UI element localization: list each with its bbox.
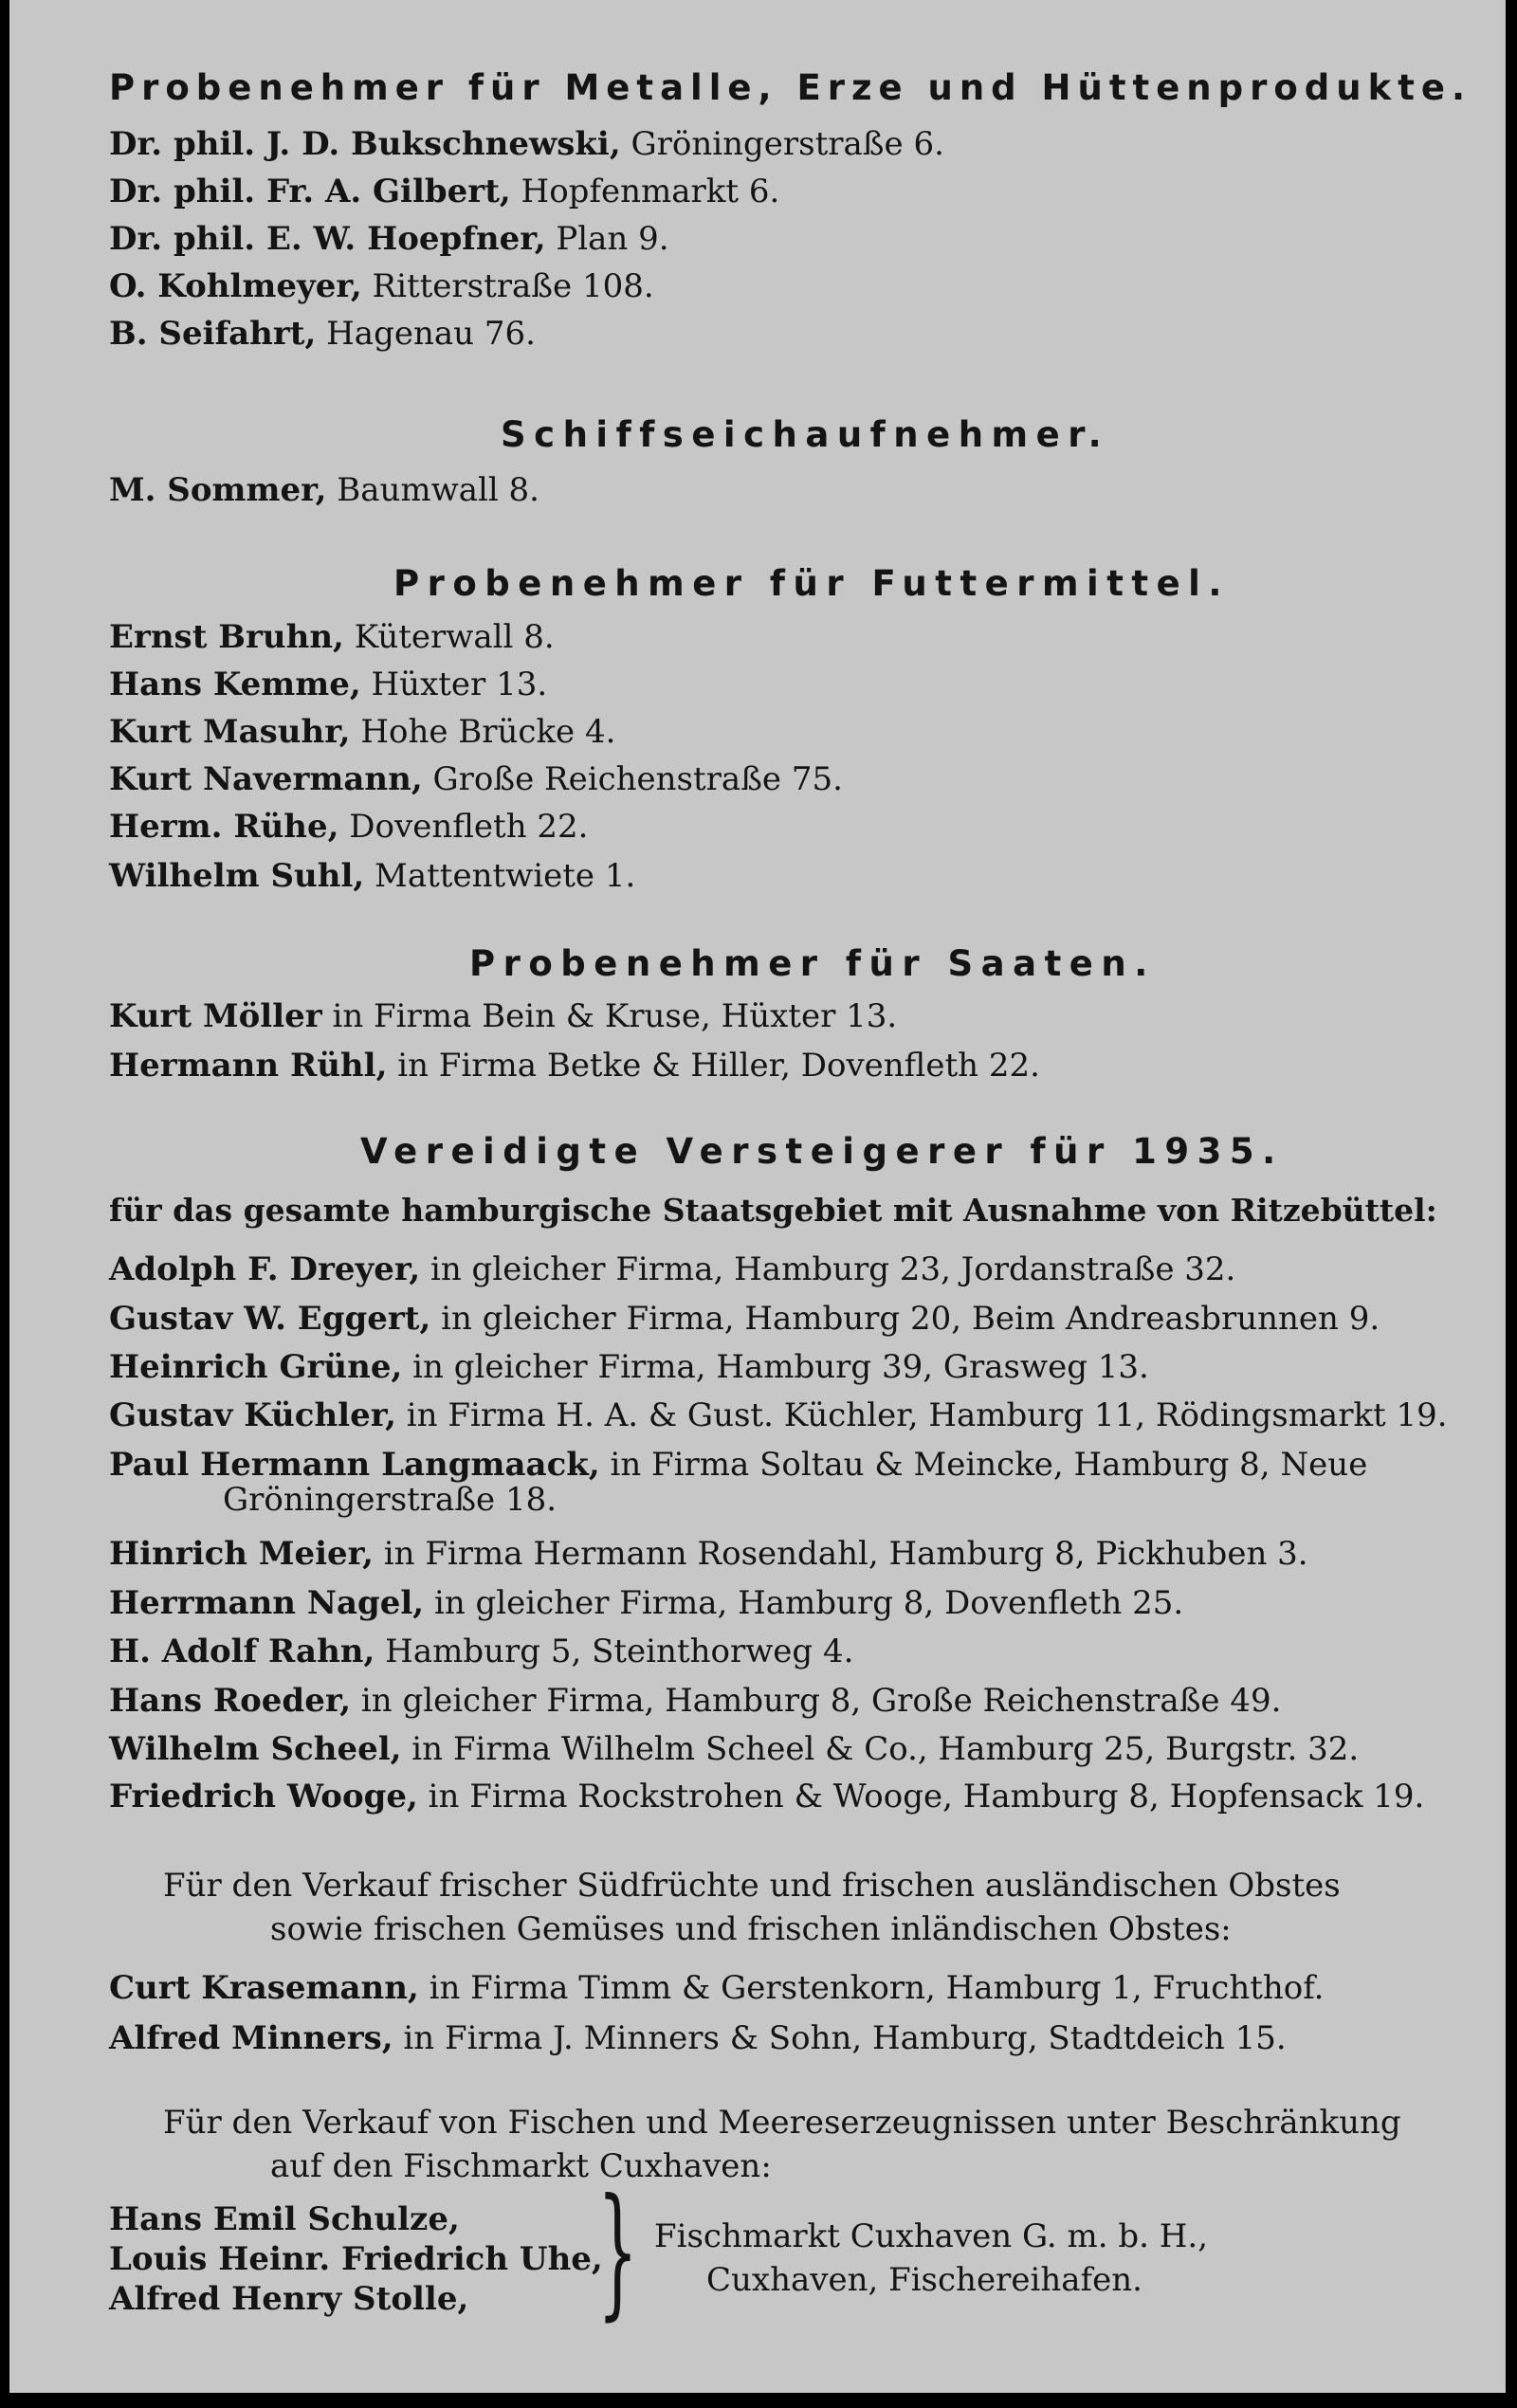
list-item: Dr. phil. Fr. A. Gilbert, Hopfenmarkt 6. — [109, 173, 780, 210]
fish-name-1: Hans Emil Schulze, — [109, 2200, 460, 2238]
list-item: O. Kohlmeyer, Ritterstraße 108. — [109, 267, 654, 305]
section-heading-saaten: Probenehmer für Saaten. — [469, 943, 1156, 984]
list-item: Hinrich Meier, in Firma Hermann Rosendahl, Hamburg 8, Pickhuben 3. — [109, 1535, 1308, 1573]
list-item-continuation: Gröningerstraße 18. — [223, 1481, 557, 1519]
fish-firm-line-1: Fischmarkt Cuxhaven G. m. b. H., — [654, 2217, 1209, 2255]
list-item: Hans Kemme, Hüxter 13. — [109, 666, 548, 703]
list-item: Paul Hermann Langmaack, in Firma Soltau & Meincke, Hamburg 8, Neue — [109, 1446, 1368, 1484]
list-item: Gustav W. Eggert, in gleicher Firma, Hamburg 20, Beim Andreasbrunnen 9. — [109, 1300, 1380, 1338]
list-item: Hermann Rühl, in Firma Betke & Hiller, Dovenfleth 22. — [109, 1047, 1040, 1085]
list-item: Heinrich Grüne, in gleicher Firma, Hamburg 39, Grasweg 13. — [109, 1348, 1149, 1386]
fruit-intro-line-2: sowie frischen Gemüses und frischen inländischen Obstes: — [270, 1910, 1232, 1948]
list-item: Kurt Navermann, Große Reichenstraße 75. — [109, 760, 843, 798]
list-item: Hans Roeder, in gleicher Firma, Hamburg 8, Große Reichenstraße 49. — [109, 1682, 1282, 1720]
list-item: Alfred Minners, in Firma J. Minners & Sohn, Hamburg, Stadtdeich 15. — [109, 2019, 1287, 2057]
document-content — [9, 0, 1506, 2393]
list-item: Dr. phil. J. D. Bukschnewski, Gröningerstraße 6. — [109, 125, 944, 163]
fish-name-2: Louis Heinr. Friedrich Uhe, — [109, 2240, 603, 2278]
list-item: Curt Krasemann, in Firma Timm & Gerstenkorn, Hamburg 1, Fruchthof. — [109, 1969, 1325, 2007]
fish-name-3: Alfred Henry Stolle, — [109, 2280, 469, 2318]
list-item: B. Seifahrt, Hagenau 76. — [109, 315, 536, 353]
section-heading-versteigerer: Vereidigte Versteigerer für 1935. — [360, 1131, 1284, 1172]
list-item: Friedrich Wooge, in Firma Rockstrohen & Wooge, Hamburg 8, Hopfensack 19. — [109, 1778, 1425, 1815]
list-item: Gustav Küchler, in Firma H. A. & Gust. Küchler, Hamburg 11, Rödingsmarkt 19. — [109, 1396, 1448, 1434]
fruit-intro-line-1: Für den Verkauf frischer Südfrüchte und frischen ausländischen Obstes — [163, 1867, 1341, 1905]
list-item: Adolph F. Dreyer, in gleicher Firma, Hamburg 23, Jordanstraße 32. — [109, 1250, 1236, 1288]
list-item: Wilhelm Scheel, in Firma Wilhelm Scheel & Co., Hamburg 25, Burgstr. 32. — [109, 1730, 1360, 1768]
fish-intro-line-1: Für den Verkauf von Fischen und Meereserzeugnissen unter Beschränkung — [163, 2104, 1401, 2142]
section-heading-futtermittel: Probenehmer für Futtermittel. — [393, 563, 1230, 604]
document-page — [9, 0, 1506, 2393]
list-item: H. Adolf Rahn, Hamburg 5, Steinthorweg 4. — [109, 1633, 854, 1670]
grouping-brace: } — [597, 2169, 638, 2334]
section-subheading: für das gesamte hamburgische Staatsgebiet mit Ausnahme von Ritzebüttel: — [109, 1192, 1437, 1229]
section-heading-metalle: Probenehmer für Metalle, Erze und Hüttenprodukte. — [109, 67, 1472, 108]
list-item: Herm. Rühe, Dovenfleth 22. — [109, 808, 589, 846]
list-item: Wilhelm Suhl, Mattentwiete 1. — [109, 857, 636, 895]
fish-intro-line-2: auf den Fischmarkt Cuxhaven: — [270, 2147, 772, 2185]
list-item: Ernst Bruhn, Küterwall 8. — [109, 618, 555, 656]
list-item: Herrmann Nagel, in gleicher Firma, Hamburg 8, Dovenfleth 25. — [109, 1584, 1184, 1622]
list-item: Kurt Masuhr, Hohe Brücke 4. — [109, 713, 616, 751]
list-item: M. Sommer, Baumwall 8. — [109, 471, 539, 509]
list-item: Dr. phil. E. W. Hoepfner, Plan 9. — [109, 220, 669, 258]
list-item: Kurt Möller in Firma Bein & Kruse, Hüxter 13. — [109, 997, 898, 1035]
fish-firm-line-2: Cuxhaven, Fischereihafen. — [706, 2261, 1142, 2299]
section-heading-schiffseich: Schiffseichaufnehmer. — [501, 414, 1110, 455]
